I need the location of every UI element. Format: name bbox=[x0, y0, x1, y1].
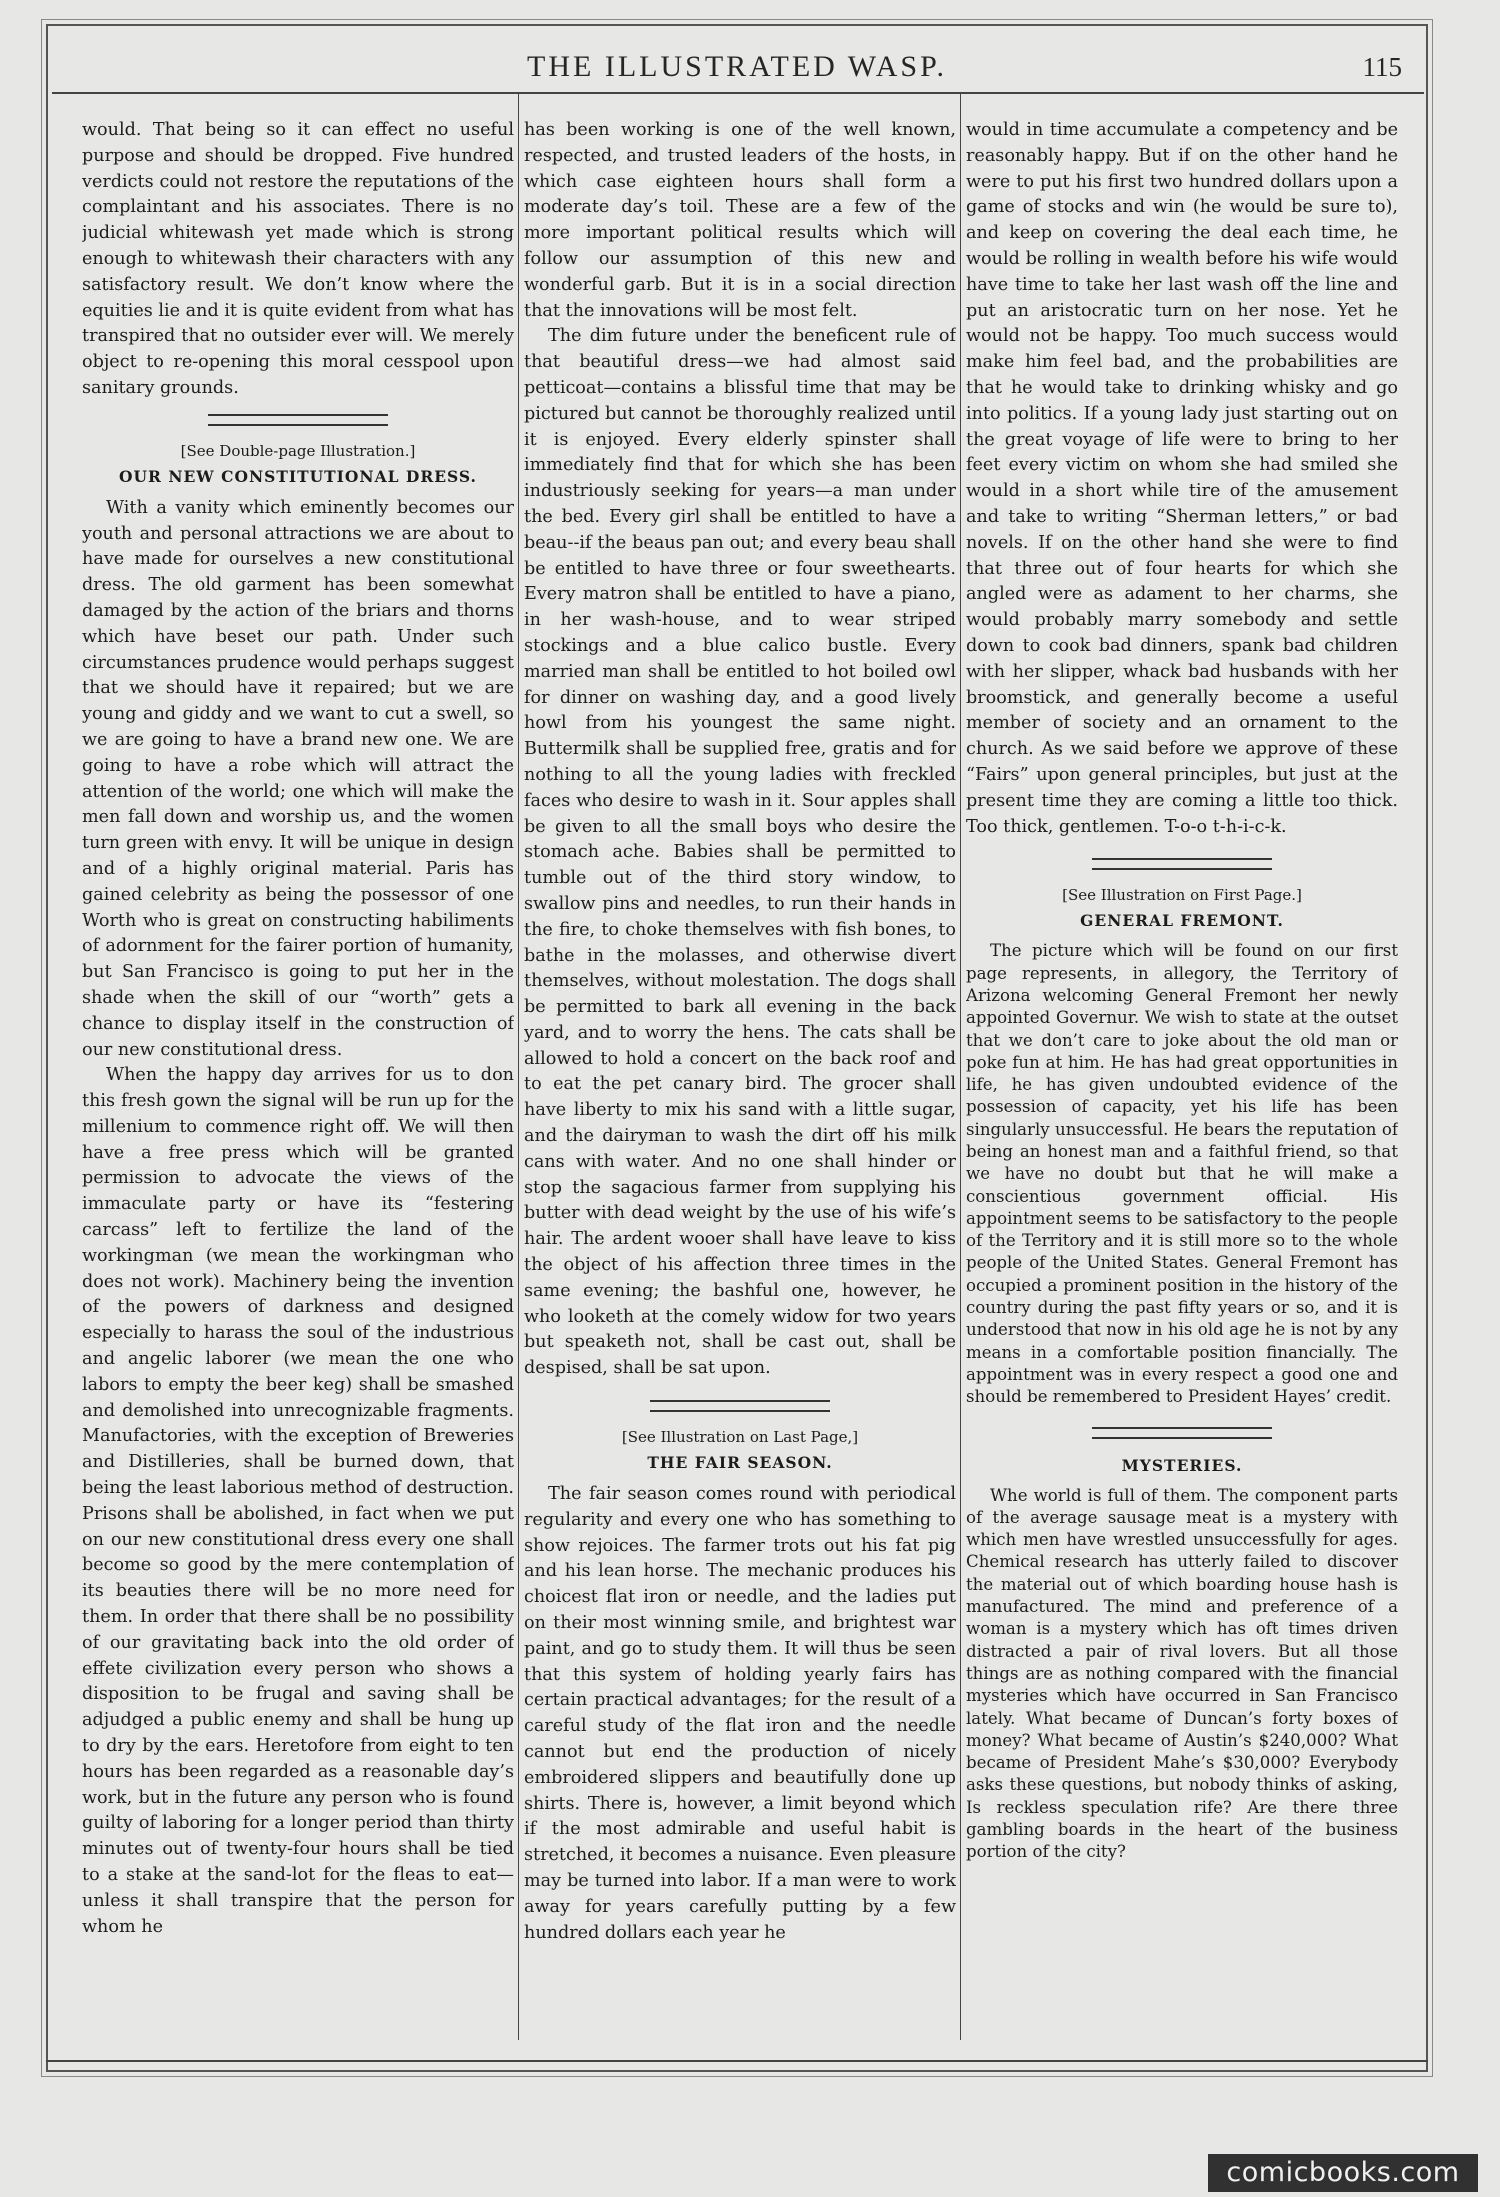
article-paragraph: Whe world is full of them. The component parts of the average sausage meat is a mystery with which men have wrestled unsuccessfully for ages. Chemical research has utterly failed to discover the material out of which boarding house hash is manufactured. The mind and preference of a woman is a mystery which has oft times driven distracted a pair of rival lovers. But all those things are as nothing compared with the financial mysteries which have occurred in San Francisco lately. What became of Duncan’s forty boxes of money? What became of Austin’s $240,000? What became of President Mahe’s $30,000? Everybody asks these questions, but nobody thinks of asking, Is reckless speculation rife? Are there three gambling boards in the heart of the business portion of the city? bbox=[966, 1485, 1398, 1862]
column-3 bbox=[966, 118, 1398, 2018]
article-continuation: would in time accumulate a competency and be reasonably happy. But if on the other hand he were to put his first two hundred dollars upon a game of stocks and win (he would be sure to), and keep on covering the deal each time, he would be rolling in wealth before his wife would have time to take her last wash off the line and put an aristocratic turn on her nose. Yet he would not be happy. Too much success would make him feel bad, and the probabilities are that he would take to drinking whisky and go into politics. If a young lady just starting out on the great voyage of life were to bring to her feet every victim on whom she had smiled she would in a short while tire of the amusement and take to writing “Sherman letters,” or bad novels. If on the other hand she were to find that three out of four hearts for which she angled were as adament to her charms, she would probably marry somebody and settle down to cook bad dinners, spank bad children with her slipper, whack bad husbands with her broomstick, and generally become a useful member of society and an ornament to the church. As we said before we approve of these “Fairs” upon general principles, but just at the present time they are coming a little too thick. Too thick, gentlemen. T-o-o t-h-i-c-k. bbox=[966, 120, 1398, 837]
article-paragraph: The fair season comes round with periodical regularity and every one who has something to show rejoices. The farmer trots out his fat pig and his lean horse. The mechanic produces his choicest flat iron or needle, and the ladies put on their most winning smile, and brightest war paint, and go to study them. It will thus be seen that this system of holding yearly fairs has certain practical advantages; for the result of a careful study of the flat iron and the needle cannot but end the production of nicely embroidered slippers and beautifully done up shirts. There is, however, a limit beyond which if the most admirable and useful habit is stretched, it becomes a nuisance. Even pleasure may be turned into labor. If a man were to work away for years carefully putting by a few hundred dollars each year he bbox=[524, 1484, 956, 1943]
illustration-reference: [See Illustration on Last Page,] bbox=[621, 1428, 859, 1447]
section-divider bbox=[1092, 1427, 1272, 1439]
section-divider bbox=[208, 414, 388, 426]
article-heading: OUR NEW CONSTITUTIONAL DRESS. bbox=[119, 466, 477, 486]
bottom-rule bbox=[46, 2060, 1428, 2062]
publication-title: THE ILLUSTRATED WASP. bbox=[527, 50, 947, 83]
article-paragraph: The picture which will be found on our first page represents, in allegory, the Territory of Arizona welcoming General Fremont her newly appointed Governur. We wish to state at the outset that we don’t care to joke about the old man or poke fun at him. He has had great opportunities in life, he has given undoubted evidence of the possession of capacity, yet his life has been singularly unsuccessful. He bears the reputation of being an honest man and a faithful friend, so that we have no doubt but that he will make a conscientious government official. His appointment seems to be satisfactory to the people of the Territory and it is still more so to the whole people of the United States. General Fremont has occupied a prominent position in the history of the country during the past fifty years or so, and it is understood that now in his old age he is not by any means in a comfortable position financially. The appointment was in every respect a good one and should be remembered to President Hayes’ credit. bbox=[966, 941, 1398, 1407]
article-paragraph: The dim future under the beneficent rule of that beautiful dress—we had almost said petticoat—contains a blissful time that may be pictured but cannot be thoroughly realized until it is enjoyed. Every elderly spinster shall immediately find that for which she has been industriously seeking for years—a man under the bed. Every girl shall be entitled to have a beau--if the beaus pan out; and every beau shall be entitled to have three or four sweethearts. Every matron shall be entitled to have a piano, in her wash-house, and to wear striped stockings and a blue calico bustle. Every married man shall be entitled to hot boiled owl for dinner on washing day, and a good lively howl from his youngest the same night. Buttermilk shall be supplied free, gratis and for nothing to all the young ladies with freckled faces who desire to wash in it. Sour apples shall be given to all the small boys who desire the stomach ache. Babies shall be permitted to tumble out of the third story window, to swallow pins and needles, to run their hands in the fire, to choke themselves with fish bones, to bathe in the molasses, and otherwise divert themselves, without molestation. The dogs shall be permitted to bark all evening in the back yard, and to worry the hens. The cats shall be allowed to hold a concert on the back roof and to eat the pet canary bird. The grocer shall have liberty to mix his sand with a little sugar, and the dairyman to wash the dirt off his milk cans with water. And no one shall hinder or stop the sagacious farmer from supplying his butter with dead weight by the use of his wife’s hair. The ardent wooer shall have leave to kiss the object of his affection three times in the same evening; the bashful one, however, he who looketh at the comely widow for two years but speaketh not, shall be cast out, shall be despised, shall be sat upon. bbox=[524, 326, 956, 1379]
column-divider bbox=[960, 92, 961, 2040]
article-continuation: would. That being so it can effect no useful purpose and should be dropped. Five hundred verdicts could not restore the reputations of the complaintant and his associates. There is no judicial whitewash yet made which is strong enough to whitewash their characters with any satisfactory result. We don’t know where the equities lie and it is quite evident from what has transpired that no outsider ever will. We merely object to re-opening this moral cesspool upon sanitary grounds. bbox=[82, 120, 514, 398]
column-2 bbox=[524, 118, 956, 2018]
page-number: 115 bbox=[1362, 52, 1402, 82]
section-divider bbox=[1092, 858, 1272, 870]
column-divider bbox=[518, 92, 519, 2040]
article-paragraph: When the happy day arrives for us to don this fresh gown the signal will be run up for the millenium to commence right off. We will then have a free press which will be granted permission to advocate the views of the immaculate party or have its “festering carcass” left to fertilize the land of the workingman (we mean the workingman who does not work). Machinery being the invention of the powers of darkness and designed especially to harass the soul of the industrious and angelic laborer (we mean the one who labors to empty the beer keg) shall be smashed and demolished into unrecognizable fragments. Manufactories, with the exception of Breweries and Distilleries, shall be burned down, that being the least laborious method of destruction. Prisons shall be abolished, in fact when we put on our new constitutional dress every one shall become so good by the mere contemplation of its beauties there will be no more need for them. In order that there shall be no possibility of our gravitating back into the old order of effete civilization every person who shows a disposition to be frugal and saving shall be adjudged a public enemy and shall be hung up to dry by the ears. Heretofore from eight to ten hours has been regarded as a reasonable day’s work, but in the future any person who is found guilty of laboring for a longer period than thirty minutes out of twenty-four hours shall be tied to a stake at the sand-lot for the fleas to eat—unless it shall transpire that the person for whom he bbox=[82, 1065, 514, 1937]
illustration-reference: [See Illustration on First Page.] bbox=[1062, 886, 1302, 905]
column-1 bbox=[82, 118, 514, 2018]
illustration-reference: [See Double-page Illustration.] bbox=[180, 441, 416, 460]
masthead-rule bbox=[52, 92, 1424, 94]
watermark: comicbooks.com bbox=[1208, 2154, 1478, 2192]
article-heading: THE FAIR SEASON. bbox=[647, 1453, 833, 1473]
masthead bbox=[52, 44, 1422, 90]
section-divider bbox=[650, 1400, 830, 1412]
article-paragraph: With a vanity which eminently becomes our youth and personal attractions we are about to have made for ourselves a new constitutional dress. The old garment has been somewhat damaged by the action of the briars and thorns which have beset our path. Under such circumstances prudence would perhaps suggest that we should have it repaired; but we are young and giddy and we want to cut a swell, so we are going to have a brand new one. We are going to have a robe which will attract the attention of the world; one which will make the men fall down and worship us, and the women turn green with envy. It will be unique in design and of a highly original material. Paris has gained celebrity as being the possessor of one Worth who is great on constructing habiliments of adornment for the fairer portion of humanity, but San Francisco is going to put her in the shade when the skill of our “worth” gets a chance to display itself in the construction of our new constitutional dress. bbox=[82, 497, 514, 1060]
article-continuation: has been working is one of the well known, respected, and trusted leaders of the hosts, in which case eighteen hours shall form a moderate day’s toil. These are a few of the more important political results which will follow our assumption of this new and wonderful garb. But it is in a social direction that the innovations will be most felt. bbox=[524, 120, 956, 321]
article-heading: GENERAL FREMONT. bbox=[1080, 911, 1284, 931]
article-heading: MYSTERIES. bbox=[1121, 1455, 1243, 1475]
